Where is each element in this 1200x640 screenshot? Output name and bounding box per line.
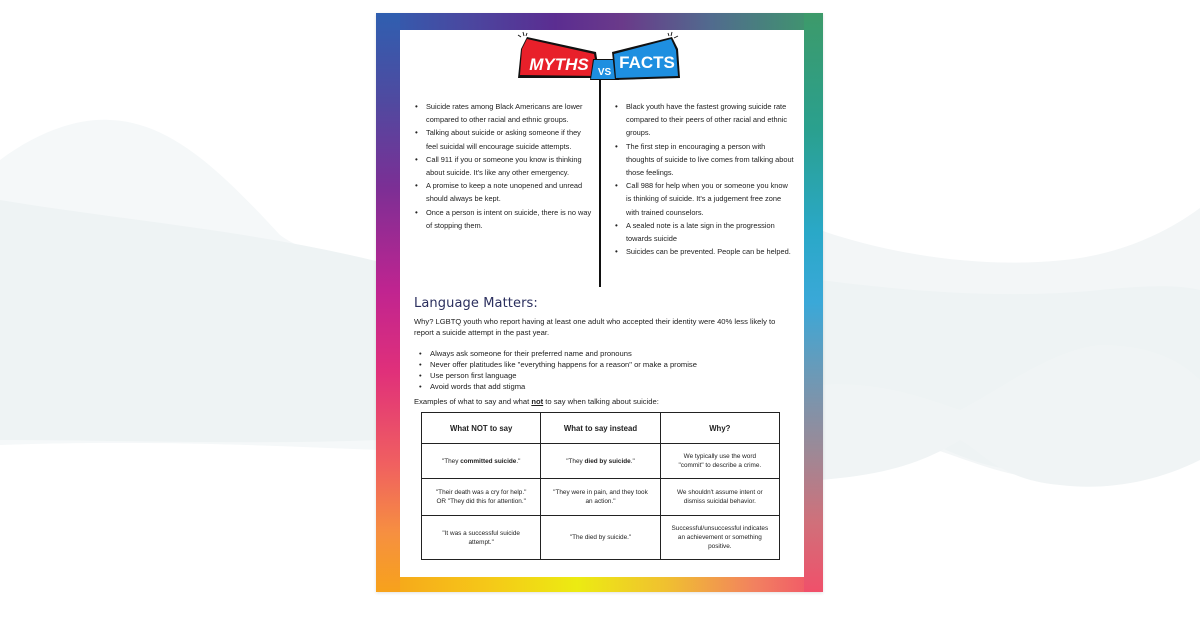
myths-list — [414, 100, 594, 232]
table-row — [422, 479, 780, 516]
language-tip: • Always ask someone for their preferred name and pronouns — [414, 348, 794, 359]
myth-item: • Talking about suicide or asking someone if they feel suicidal will encourage suicide attempts. — [414, 126, 594, 152]
cell-emphasis: committed suicide — [460, 457, 517, 465]
cell-say-instead: "They were in pain, and they took an action." — [541, 479, 660, 516]
myth-item: • Suicide rates among Black Americans are lower compared to other racial and ethnic groups. — [414, 100, 594, 126]
what-to-say-table — [421, 412, 780, 560]
cell-not-say — [422, 444, 541, 479]
vs-label: VS — [597, 67, 612, 78]
flyer-frame — [376, 13, 823, 592]
cell-not-say: "Their death was a cry for help." OR "They did this for attention." — [422, 479, 541, 516]
fact-item: • Suicides can be prevented. People can be helped. — [614, 245, 794, 258]
language-matters-heading: Language Matters: — [414, 296, 538, 311]
fact-item: • The first step in encouraging a person with thoughts of suicide to live comes from talking about those feelings. — [614, 140, 794, 180]
examples-intro — [414, 397, 659, 406]
spark-left-icon — [518, 32, 527, 37]
language-tip: • Use person first language — [414, 370, 794, 381]
cell-text: "They — [441, 457, 461, 465]
cell-not-say: "It was a successful suicide attempt." — [422, 516, 541, 560]
rainbow-border-right — [804, 13, 823, 592]
flyer-page — [400, 30, 804, 577]
facts-column — [614, 100, 794, 258]
cell-text: "They — [566, 457, 585, 465]
cell-why: Successful/unsuccessful indicates an achievement or something positive. — [660, 516, 779, 560]
rainbow-border-left — [376, 13, 400, 592]
cell-why: We typically use the word "commit" to describe a crime. — [660, 444, 779, 479]
language-tip: • Avoid words that add stigma — [414, 381, 794, 392]
examples-prefix: Examples of what to say and what — [414, 397, 532, 406]
cell-say-instead: "The died by suicide." — [541, 516, 660, 560]
myths-facts-divider — [599, 80, 601, 287]
language-tips-list — [414, 348, 794, 392]
header-what-not-to-say: What NOT to say — [422, 413, 541, 444]
facts-label: FACTS — [619, 53, 675, 72]
table-header-row — [422, 413, 780, 444]
language-matters-paragraph: Why? LGBTQ youth who report having at least one adult who accepted their identity were 40% less likely to report a suicide attempt in the past year. — [414, 317, 776, 337]
cell-emphasis: died by suicide — [584, 457, 631, 465]
myths-label: MYTHS — [529, 55, 589, 74]
cell-why: We shouldn't assume intent or dismiss suicidal behavior. — [660, 479, 779, 516]
language-tip: • Never offer platitudes like "everything happens for a reason" or make a promise — [414, 359, 794, 370]
myth-item: • A promise to keep a note unopened and unread should always be kept. — [414, 179, 594, 205]
fact-item: • Call 988 for help when you or someone you know is thinking of suicide. It's a judgement free zone with trained counselors. — [614, 179, 794, 219]
myth-item: • Once a person is intent on suicide, there is no way of stopping them. — [414, 206, 594, 232]
header-why: Why? — [660, 413, 779, 444]
fact-item: • Black youth have the fastest growing suicide rate compared to their peers of other racial and ethnic groups. — [614, 100, 794, 140]
cell-say-instead — [541, 444, 660, 479]
fact-item: • A sealed note is a late sign in the progression towards suicide — [614, 219, 794, 245]
examples-emphasis: not — [531, 397, 544, 406]
cell-text: ." — [630, 457, 635, 465]
myth-item: • Call 911 if you or someone you know is thinking about suicide. It's like any other emergency. — [414, 153, 594, 179]
examples-suffix: to say when talking about suicide: — [543, 397, 659, 406]
facts-list — [614, 100, 794, 258]
cell-text: ." — [516, 457, 521, 465]
table-row — [422, 444, 780, 479]
spark-right-icon — [668, 32, 678, 38]
table-row — [422, 516, 780, 560]
header-what-to-say-instead: What to say instead — [541, 413, 660, 444]
myths-column — [414, 100, 594, 232]
